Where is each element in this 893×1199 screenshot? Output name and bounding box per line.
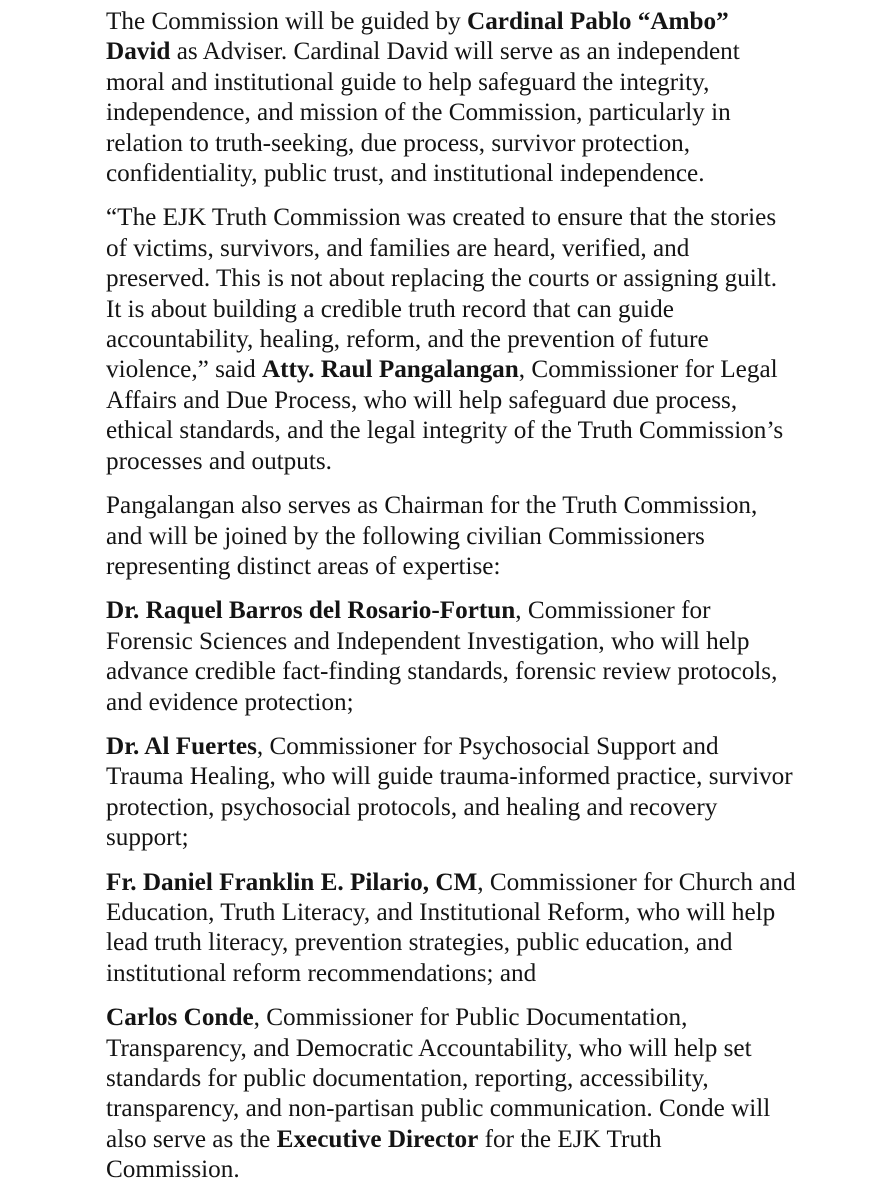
paragraph-text: , Commissioner for Church and Education, Truth Literacy, and Institutional Reform, who will help lead truth literacy, prevention strategies, public education, and institutional reform recommendations; and (106, 868, 796, 987)
paragraph-commissioner-conde (106, 1003, 796, 1185)
person-name-pilario: Fr. Daniel Franklin E. Pilario, CM (106, 868, 478, 896)
paragraph-adviser (106, 7, 796, 189)
role-executive-director: Executive Director (276, 1125, 479, 1153)
person-name-fuertes: Dr. Al Fuertes (106, 732, 257, 760)
document-page (106, 7, 796, 1186)
paragraph-text: for the EJK Truth Commission. (106, 1125, 662, 1184)
paragraph-text: , Commissioner for Forensic Sciences and Independent Investigation, who will help advance credible fact-finding standards, forensic review protocols, and evidence protection; (106, 597, 778, 716)
paragraph-text: The Commission will be guided by (106, 8, 468, 35)
quote-text: “The EJK Truth Commission was created to ensure that the stories of victims, survivors, and families are heard, verified, and preserved. This is not about replacing the courts or assigning guilt. It is about building a credible truth record that can guide accountability, healing, reform, and the prevention of future violence,” said (106, 204, 778, 384)
person-name-conde: Carlos Conde (106, 1004, 254, 1032)
person-name-cardinal-david: Cardinal Pablo “Ambo” David (106, 8, 729, 66)
paragraph-commissioner-pilario (106, 868, 796, 990)
paragraph-commissioner-fortun (106, 596, 796, 718)
paragraph-text: , Commissioner for Psychosocial Support and Trauma Healing, who will guide trauma-informed practice, survivor protection, psychosocial protocols, and healing and recovery support; (106, 732, 793, 852)
person-name-fortun: Dr. Raquel Barros del Rosario-Fortun (106, 597, 516, 625)
paragraph-commissioner-fuertes (106, 732, 796, 854)
paragraph-text: , Commissioner for Public Documentation, Transparency, and Democratic Accountability, who will help set standards for public documentation, reporting, accessibility, transparency, and non-partisan public communication. Conde will also serve as the (106, 1004, 771, 1153)
paragraph-text: , Commissioner for Legal Affairs and Due Process, who will help safeguard due process, ethical standards, and the legal integrity of the Truth Commission’s processes and outputs. (106, 356, 784, 475)
paragraph-chairman (106, 491, 796, 582)
paragraph-text: Pangalangan also serves as Chairman for the Truth Commission, and will be joined by the following civilian Commissioners representing distinct areas of expertise: (106, 492, 758, 580)
paragraph-text: as Adviser. Cardinal David will serve as an independent moral and institutional guide to help safeguard the integrity, independence, and mission of the Commission, particularly in relation to truth-seeking, due process, survivor protection, confidentiality, public trust, and institutional independence. (106, 38, 740, 188)
paragraph-quote (106, 203, 796, 477)
person-name-pangalangan: Atty. Raul Pangalangan (261, 356, 519, 384)
